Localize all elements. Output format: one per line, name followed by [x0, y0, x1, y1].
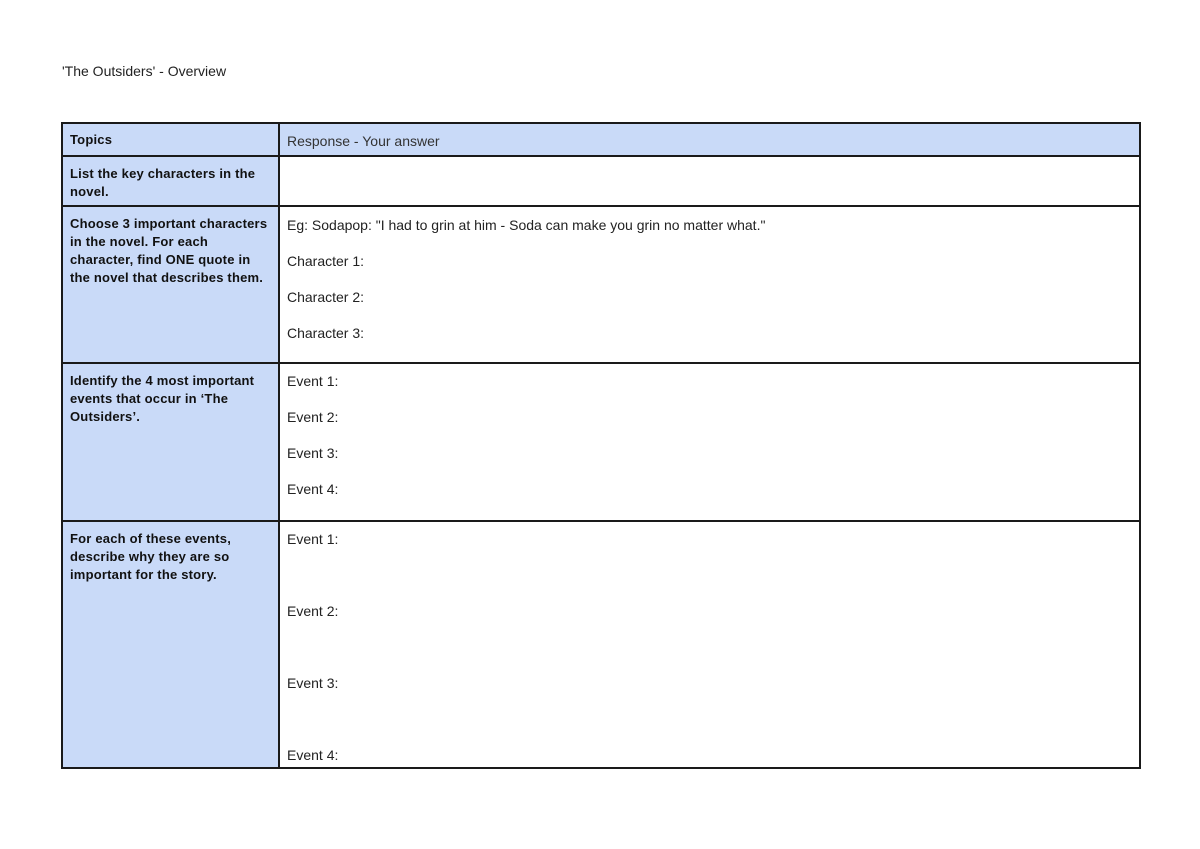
topic-cell — [62, 206, 279, 363]
table-header-row — [62, 123, 1140, 156]
overview-table — [61, 122, 1141, 769]
topics-header-cell — [62, 123, 279, 156]
response-answer-cell[interactable] — [279, 521, 1140, 768]
table-row — [62, 363, 1140, 521]
topics-header: Topics — [70, 132, 113, 147]
table-row — [62, 156, 1140, 206]
response-header: Response - Your answer — [287, 133, 440, 149]
response-answer-cell[interactable] — [279, 156, 1140, 206]
response-answer-cell[interactable] — [279, 363, 1140, 521]
event-1-label: Event 1: — [287, 531, 339, 547]
topic-prompt: Identify the 4 most important events that occur in ‘The Outsiders’. — [70, 373, 255, 424]
event-2-label: Event 2: — [287, 603, 339, 619]
event-3-label: Event 3: — [287, 675, 339, 691]
example-quote-line: Eg: Sodapop: "I had to grin at him - Soda can make you grin no matter what." — [287, 217, 766, 233]
response-answer-cell[interactable] — [279, 206, 1140, 363]
page-title: 'The Outsiders' - Overview — [62, 63, 227, 79]
response-header-cell — [279, 123, 1140, 156]
character-3-label: Character 3: — [287, 325, 365, 341]
event-2-label: Event 2: — [287, 409, 339, 425]
topic-prompt: For each of these events, describe why they are so important for the story. — [70, 531, 232, 582]
table-row — [62, 206, 1140, 363]
topic-prompt: List the key characters in the novel. — [70, 166, 256, 199]
character-1-label: Character 1: — [287, 253, 365, 269]
character-2-label: Character 2: — [287, 289, 365, 305]
event-4-label: Event 4: — [287, 481, 339, 497]
table-row — [62, 521, 1140, 768]
topic-cell — [62, 521, 279, 768]
topic-cell — [62, 156, 279, 206]
event-1-label: Event 1: — [287, 373, 339, 389]
topic-prompt: Choose 3 important characters in the novel. For each character, find ONE quote in the novel that describes them. — [70, 216, 268, 285]
topic-cell — [62, 363, 279, 521]
event-4-label: Event 4: — [287, 747, 339, 763]
event-3-label: Event 3: — [287, 445, 339, 461]
